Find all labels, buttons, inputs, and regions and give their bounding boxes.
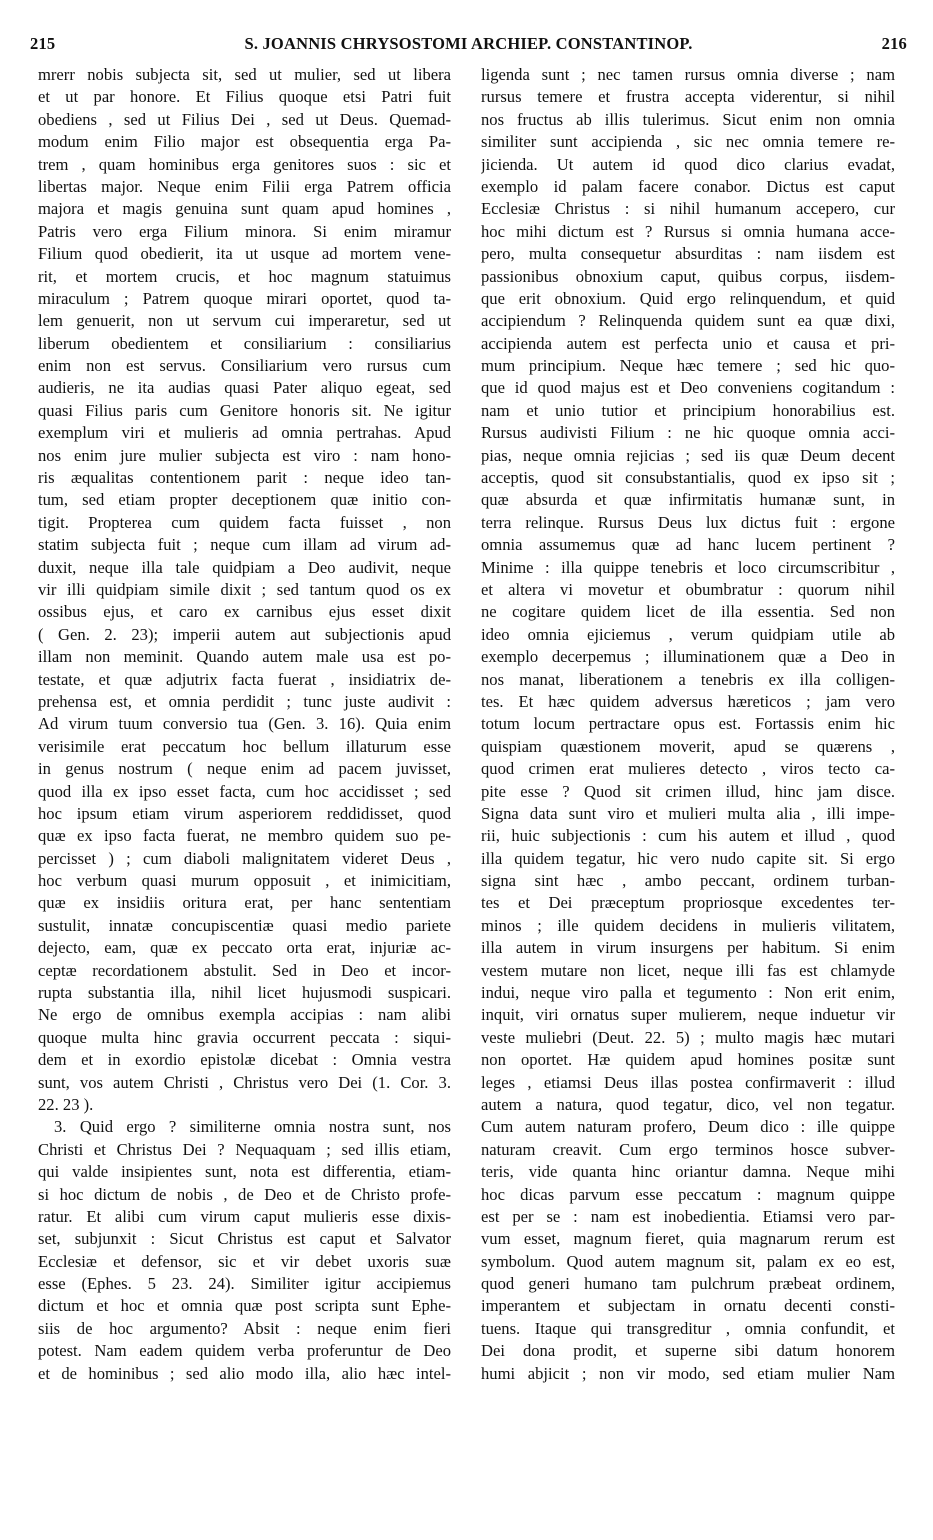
text-line: tigit. Propterea cum quidem facta fuisset , non xyxy=(38,512,451,532)
page-number-left: 215 xyxy=(30,34,56,53)
text-line: testate, et quæ adjutrix facta fuerat , insidiatrix de- xyxy=(38,669,451,689)
text-line: Christi et Christus Dei ? Nequaquam ; sed illis etiam, xyxy=(38,1139,451,1159)
text-line: exemplo decerpemus ; illuminationem quæ a Deo in xyxy=(481,647,895,667)
text-line: nos manat, liberationem a tenebris ex illa colligen- xyxy=(481,669,895,689)
text-line: tum, sed etiam propter deceptionem quæ initio con- xyxy=(38,490,451,510)
text-line: est per se : nam est inobedientia. Etiamsi vero par- xyxy=(481,1206,895,1226)
text-line: Rursus audivisti Filium : ne hic quoque omnia acci- xyxy=(481,423,895,443)
text-line: indui, neque viro palla et tegumento : Non erit enim, xyxy=(481,983,895,1003)
text-line: hoc verbum quasi murum opposuit , et inimicitiam, xyxy=(38,871,451,891)
text-line: ceptæ recordationem abstulit. Sed in Deo et incor- xyxy=(38,960,451,980)
text-line: pias, neque omnia rejicias ; sed iis quæ Deum decent xyxy=(481,445,895,465)
text-line: Ecclesiæ et defensor, sic et vir debet uxoris suæ xyxy=(38,1251,451,1271)
text-line: et ut par honore. Et Filius quoque etsi Patri fuit xyxy=(38,87,451,107)
text-line: nos fructus ab illis tulerimus. Sicut enim non omnia xyxy=(481,109,895,129)
text-line: et altera vi movetur et obumbratur : quorum nihil xyxy=(481,579,895,599)
text-line: quæ ex ipso facta fuerat, ne membro quidem suo pe- xyxy=(38,826,451,846)
text-line: libertas major. Neque enim Filii erga Patrem officia xyxy=(38,176,451,196)
left-column xyxy=(38,64,451,1385)
text-line: quispiam quæstionem moverit, apud se quærens , xyxy=(481,736,895,756)
text-line: autem a natura, quod tegatur, dico, vel non tegatur. xyxy=(481,1094,895,1114)
text-line: naturam creavit. Cum ergo terminos hosce subver- xyxy=(481,1139,895,1159)
text-line: sustulit, innatæ concupiscentiæ quasi medio pariete xyxy=(38,915,451,935)
text-line: quæ ex insidiis oritura erat, per hanc sententiam xyxy=(38,893,451,913)
text-line: si hoc dictum de nobis , de Deo et de Christo profe- xyxy=(38,1184,451,1204)
text-line: quasi Filius paris cum Genitore honoris sit. Ne igitur xyxy=(38,400,451,420)
text-line: dem et in exordio epistolæ dicebat : Omnia vestra xyxy=(38,1050,451,1070)
text-line: Minime : illa quippe tenebris et loco circumscribitur , xyxy=(481,557,895,577)
text-line: quod illa ex ipso esset facta, cum hoc accidisset ; sed xyxy=(38,781,451,801)
text-line: hoc dicas parvum esse peccatum : magnum quippe xyxy=(481,1184,895,1204)
text-line: Signa data sunt viro et mulieri multa alia , illi impe- xyxy=(481,803,895,823)
text-line: rupta substantia illa, nihil licet hujusmodi suspicari. xyxy=(38,983,451,1003)
text-line: in genus nostrum ( neque enim ad pacem juvisset, xyxy=(38,759,451,779)
text-line: dictum et hoc et omnia quæ post scripta sunt Ephe- xyxy=(38,1296,451,1316)
text-line: que id quod majus est et Deo conveniens cogitandum : xyxy=(481,378,895,398)
text-line: ligenda sunt ; nec tamen rursus omnia diverse ; nam xyxy=(481,65,895,84)
text-line: imperantem et subjectam in ornatu decenti consti- xyxy=(481,1296,895,1316)
text-line: hoc mihi dictum est ? Rursus si omnia humana acce- xyxy=(481,221,895,241)
text-line: ratur. Et alibi cum virum caput mulieris esse dixis- xyxy=(38,1206,451,1226)
text-line: vum esset, magnum fieret, quia magnarum rerum est xyxy=(481,1229,895,1249)
text-line: Dei dona prodit, et superne sibi datum honorem xyxy=(481,1341,895,1361)
running-head xyxy=(30,34,907,60)
text-line: esse (Ephes. 5 23. 24). Similiter igitur accipiemus xyxy=(38,1274,451,1294)
text-line: 22. 23 ). xyxy=(38,1094,94,1114)
text-line: percisset ) ; cum diaboli malignitatem videret Deus , xyxy=(38,848,451,868)
text-line: dejecto, eam, quæ ex peccato orta erat, injuriæ ac- xyxy=(38,938,451,958)
text-line: set, subjunxit : Sicut Christus est caput et Salvator xyxy=(38,1229,451,1249)
text-line: signa sint hæc , ambo peccant, ordinem turban- xyxy=(481,871,895,891)
text-line: obediens , sed ut Filius Dei , sed ut Deus. Quemad- xyxy=(38,109,451,129)
text-line: accipiendum ? Relinquenda quidem sunt ea quæ dixi, xyxy=(481,311,895,331)
text-line: nos enim jure mulier subjecta est viro : nam hono- xyxy=(38,445,451,465)
text-line: ris æqualitas contentionem parit : neque ideo tan- xyxy=(38,468,451,488)
text-line: vir illi quidpiam simile dixit ; sed tantum quod os ex xyxy=(38,579,451,599)
text-line: similiter sunt accipienda , sic nec omnia temere re- xyxy=(481,132,895,152)
text-line: prehensa est, et omnia perdidit ; tunc juste audivit : xyxy=(38,691,451,711)
text-line: majora et magis genuina sunt quam apud homines , xyxy=(38,199,451,219)
text-line: siis de hoc argumento? Absit : neque enim fieri xyxy=(38,1318,451,1338)
text-line: non oportet. Hæ quidem apud homines positæ sunt xyxy=(481,1050,895,1070)
text-line: nam et unio tutior et principium honorabilius est. xyxy=(481,400,895,420)
text-line: quæ absurda et quæ infirmitatis humanæ sunt, in xyxy=(481,490,895,510)
running-title: S. JOANNIS CHRYSOSTOMI ARCHIEP. CONSTANTINOP. xyxy=(244,34,693,53)
text-line: quod crimen erat mulieres detecto , viros tecto ca- xyxy=(481,759,895,779)
text-line: 3. Quid ergo ? similiterne omnia nostra sunt, nos xyxy=(54,1117,451,1137)
text-line: passionibus obnoxium caput, quibus corpus, iisdem- xyxy=(481,266,895,286)
text-line: teris, vide quanta hinc oriantur damna. Neque mihi xyxy=(481,1162,895,1182)
text-line: ( Gen. 2. 23); imperii autem aut subjectionis apud xyxy=(38,624,451,644)
text-line: pite esse ? Quod sit crimen illud, hinc jam disce. xyxy=(481,781,895,801)
text-line: liberum obedientem et consiliarium : consiliarius xyxy=(38,333,451,353)
text-line: duxit, neque illa tale quidpiam a Deo audivit, neque xyxy=(38,557,451,577)
text-line: Patris vero erga Filium minora. Si enim miramur xyxy=(38,221,451,241)
text-line: symbolum. Quod autem magnum sit, palam ex eo est, xyxy=(481,1251,895,1271)
text-line: mrerr nobis subjecta sit, sed ut mulier, sed ut libera xyxy=(38,65,451,84)
text-line: verisimile erat peccatum hoc bellum illaturum esse xyxy=(38,736,451,756)
text-line: qui valde insipientes sunt, nota est differentia, etiam- xyxy=(38,1162,451,1182)
text-line: totum locum pertractare opus est. Fortassis enim hic xyxy=(481,714,895,734)
text-line: rursus temere et frustra accepta viderentur, si nihil xyxy=(481,87,895,107)
text-line: tes et Dei præceptum propriosque excedentes ter- xyxy=(481,893,895,913)
page-number-right: 216 xyxy=(881,34,907,53)
text-line: statim subjecta fuit ; neque cum illam ad virum ad- xyxy=(38,535,451,555)
text-line: omnia assumemus quæ ad hanc lucem pertinent ? xyxy=(481,535,895,555)
text-line: sunt, vos autem Christi , Christus vero Dei (1. Cor. 3. xyxy=(38,1072,451,1092)
text-line: quoque multa hinc gravia occurrent peccata : siqui- xyxy=(38,1027,451,1047)
text-line: trem , quam hominibus erga genitores suos : sic et xyxy=(38,154,451,174)
text-line: terra relinque. Rursus Deus lux dictus fuit : ergone xyxy=(481,512,895,532)
text-line: leges , etiamsi Deus illas postea confirmaverit : illud xyxy=(481,1072,895,1092)
text-line: ideo omnia ejiciemus , verum quidpiam utile ab xyxy=(481,624,895,644)
text-line: que erit obnoxium. Quid ergo relinquendum, et quid xyxy=(481,288,895,308)
text-line: Ne ergo de omnibus exempla accipias : nam alibi xyxy=(38,1005,451,1025)
text-line: Filium quod obedierit, ita ut usque ad mortem vene- xyxy=(38,244,451,264)
text-line: illam non meminit. Quando autem male usa est po- xyxy=(38,647,451,667)
text-line: modum enim Filio major est obsequentia erga Pa- xyxy=(38,132,451,152)
text-line: audieris, ne ita audias quasi Pater aliquo egeat, sed xyxy=(38,378,451,398)
text-line: Ecclesiæ Christus : si nihil humanum accepero, cur xyxy=(481,199,895,219)
text-line: et de hominibus ; sed alio modo illa, alio hæc intel- xyxy=(38,1363,451,1383)
text-line: Cum autem naturam profero, Deum dico : ille quippe xyxy=(481,1117,895,1137)
text-line: enim non est servus. Consiliarium vero rursus cum xyxy=(38,356,451,376)
text-line: exemplo id palam facere conabor. Dictus est caput xyxy=(481,176,895,196)
text-line: mum principium. Neque hæc temere ; sed hic quo- xyxy=(481,356,895,376)
text-line: minos ; ille quidem decidens in mulieris vilitatem, xyxy=(481,915,895,935)
text-line: humi abjicit ; non vir modo, sed etiam mulier Nam xyxy=(481,1363,895,1383)
text-line: lem genuerit, non ut servum cui imperaretur, sed ut xyxy=(38,311,451,331)
text-line: inquit, viri ornatus super mulierem, neque induetur vir xyxy=(481,1005,895,1025)
text-line: ne cogitare quidem licet de illa essentia. Sed non xyxy=(481,602,895,622)
text-line: hoc ipsum etiam virum asperiorem reddidisset, quod xyxy=(38,803,451,823)
text-line: potest. Nam eadem quidem verba proferuntur de Deo xyxy=(38,1341,451,1361)
text-line: miraculum ; Patrem quoque mirari oportet, quod ta- xyxy=(38,288,451,308)
text-line: veste muliebri (Deut. 22. 5) ; multo magis hæc mutari xyxy=(481,1027,895,1047)
text-line: ossibus ejus, et caro ex carnibus ejus esset dixit xyxy=(38,602,451,622)
text-line: quod generi humano tam pulchrum præbeat ordinem, xyxy=(481,1274,895,1294)
text-line: illa quidem tegatur, hic vero nudo capite sit. Si ergo xyxy=(481,848,895,868)
text-line: vestem mutare non licet, neque illi fas est chlamyde xyxy=(481,960,895,980)
text-line: jicienda. Ut autem id quod dico clarius evadat, xyxy=(481,154,895,174)
text-line: Ad virum tuum conversio tua (Gen. 3. 16). Quia enim xyxy=(38,714,451,734)
text-line: exemplum viri et mulieris ad omnia pertrahas. Apud xyxy=(38,423,451,443)
text-line: tuens. Itaque qui transgreditur , omnia confundit, et xyxy=(481,1318,895,1338)
text-line: pero, multa consequetur absurditas : nam iisdem est xyxy=(481,244,895,264)
text-line: tes. Et hæc quidem adversus hæreticos ; jam vero xyxy=(481,691,895,711)
right-column xyxy=(481,64,895,1385)
text-line: rii, huic subjectionis : cum his autem et illud , quod xyxy=(481,826,895,846)
text-line: rit, et mortem crucis, et hoc magnum statuimus xyxy=(38,266,451,286)
text-line: acceptis, quod sit consubstantialis, quod ex ipso sit ; xyxy=(481,468,895,488)
text-line: illa autem in virum insurgens per habitum. Si enim xyxy=(481,938,895,958)
text-line: accipienda autem est perfecta unio et causa et pri- xyxy=(481,333,895,353)
